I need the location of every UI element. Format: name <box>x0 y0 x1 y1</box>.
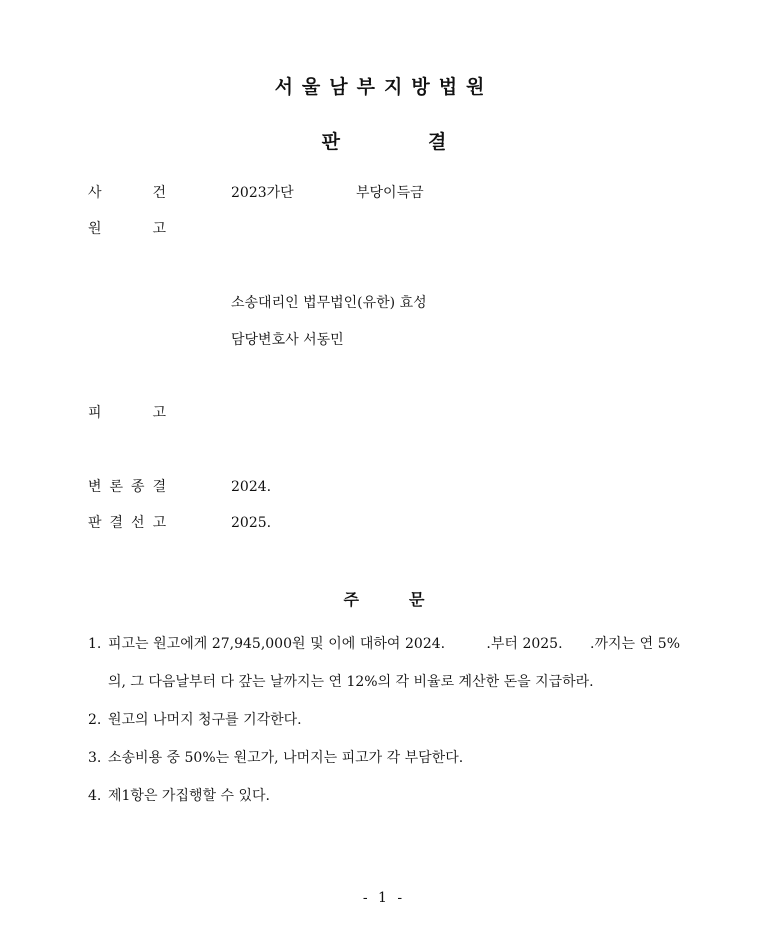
order-text: 제1항은 가집행할 수 있다. <box>108 788 270 804</box>
plaintiff-label: 원 고 <box>88 221 166 237</box>
closing-date: 2024. <box>231 479 272 495</box>
order-number: 4. <box>88 788 102 804</box>
case-label: 사 건 <box>88 185 166 201</box>
case-name: 부당이득금 <box>356 185 424 201</box>
title-right-char: 결 <box>428 131 447 153</box>
pronouncement-label: 판결선고 <box>88 515 175 531</box>
order-number: 2. <box>88 712 102 728</box>
title-left-char: 판 <box>321 131 340 153</box>
page-number: - 1 - <box>362 890 406 906</box>
order-number: 1. <box>88 636 102 652</box>
order-number: 3. <box>88 750 102 766</box>
order-heading-left-char: 주 <box>343 590 359 609</box>
order-item <box>88 739 680 777</box>
order-list <box>88 625 680 815</box>
order-text: 원고의 나머지 청구를 기각한다. <box>108 712 302 728</box>
document-title <box>0 127 768 154</box>
plaintiff-attorney: 담당변호사 서동민 <box>231 332 344 348</box>
order-text: 피고는 원고에게 27,945,000원 및 이에 대하여 2024. .부터 2025. .까지는 연 5%의, 그 다음날부터 다 갚는 날까지는 연 12%의 각 비율로 계산한 돈을 지급하라. <box>108 636 680 690</box>
order-item <box>88 701 680 739</box>
pronouncement-date: 2025. <box>231 515 272 531</box>
order-item <box>88 777 680 815</box>
order-heading-right-char: 문 <box>409 590 425 609</box>
order-text: 소송비용 중 50%는 원고가, 나머지는 피고가 각 부담한다. <box>108 750 464 766</box>
closing-label: 변론종결 <box>88 479 175 495</box>
order-heading <box>0 587 768 610</box>
court-name: 서울남부지방법원 <box>274 76 494 98</box>
case-number: 2023가단 <box>231 185 294 201</box>
plaintiff-counsel: 소송대리인 법무법인(유한) 효성 <box>231 295 427 311</box>
defendant-label: 피 고 <box>88 405 166 421</box>
order-item <box>88 625 680 701</box>
